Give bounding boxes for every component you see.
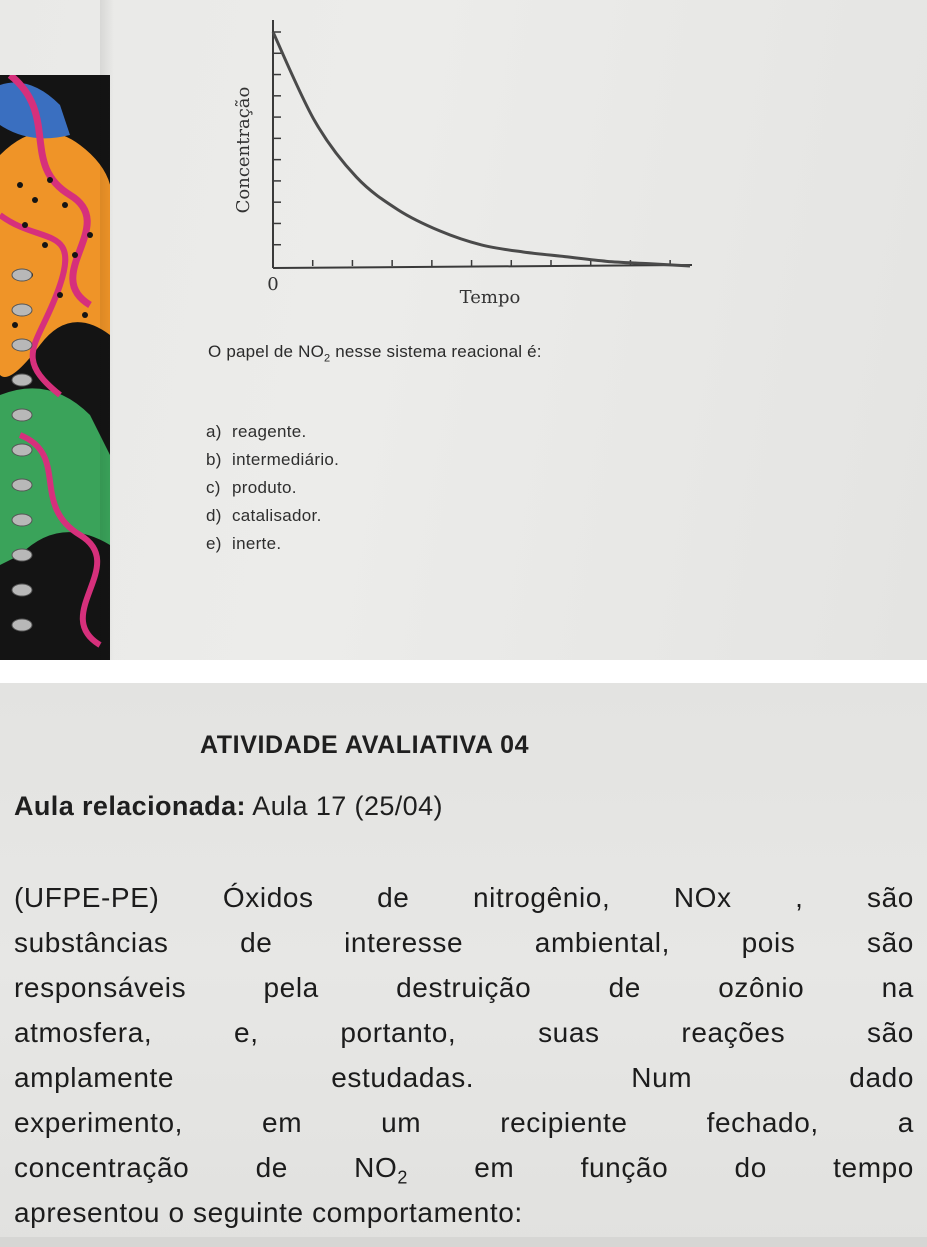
question-before: O papel de NO <box>208 342 324 361</box>
option-letter: a) <box>206 422 222 441</box>
option-d[interactable] <box>206 502 339 530</box>
word: tempo <box>833 1152 914 1183</box>
word: são <box>866 882 914 913</box>
option-text: produto. <box>232 478 297 497</box>
formula-base: NO <box>354 1152 398 1183</box>
paragraph-line-4 <box>14 1010 914 1055</box>
paragraph-line-1 <box>14 875 914 920</box>
paragraph-line-3 <box>14 965 914 1010</box>
origin-label: 0 <box>267 274 279 295</box>
chemical-formula <box>354 1145 408 1190</box>
option-a[interactable] <box>206 418 339 446</box>
word: amplamente <box>14 1062 175 1093</box>
option-letter: e) <box>206 534 222 553</box>
y-axis-label: Concentração <box>233 86 254 214</box>
word: função <box>580 1152 669 1183</box>
option-text: inerte. <box>232 534 282 553</box>
word: de <box>240 927 273 958</box>
word: um <box>381 1107 422 1138</box>
word: fechado, <box>706 1107 819 1138</box>
word: recipiente <box>500 1107 628 1138</box>
word: são <box>866 1017 914 1048</box>
lesson-label: Aula relacionada: <box>14 791 246 821</box>
option-letter: b) <box>206 450 222 469</box>
word: ambiental, <box>534 927 670 958</box>
word: ozônio <box>718 972 805 1003</box>
word: atmosfera, <box>14 1017 153 1048</box>
paragraph-last-line: apresentou o seguinte comportamento: <box>14 1197 523 1228</box>
paragraph-line-5 <box>14 1055 914 1100</box>
word: nitrogênio, <box>472 882 611 913</box>
word: reações <box>681 1017 786 1048</box>
option-c[interactable] <box>206 474 339 502</box>
word: portanto, <box>340 1017 457 1048</box>
option-letter: d) <box>206 506 222 525</box>
question-after: nesse sistema reacional é: <box>330 342 542 361</box>
word: pois <box>741 927 796 958</box>
activity-title: ATIVIDADE AVALIATIVA 04 <box>200 731 530 759</box>
word: responsáveis <box>14 972 187 1003</box>
word: e, <box>234 1017 259 1048</box>
paper-edge-shadow <box>100 0 114 660</box>
question-subscript: 2 <box>324 352 331 365</box>
paragraph-line-6 <box>14 1100 914 1145</box>
paragraph-line-8 <box>14 1190 914 1235</box>
word: (UFPE-PE) <box>14 882 160 913</box>
notebook-cover <box>0 75 110 660</box>
word: em <box>262 1107 303 1138</box>
word: , <box>795 882 804 913</box>
word: Num <box>631 1062 693 1093</box>
formula-subscript: 2 <box>397 1167 408 1188</box>
word: a <box>897 1107 914 1138</box>
word: substâncias <box>14 927 169 958</box>
x-axis <box>273 265 692 268</box>
lesson-line <box>14 791 443 822</box>
word: NOx <box>673 882 732 913</box>
word: na <box>881 972 914 1003</box>
x-axis-label: Tempo <box>459 287 521 308</box>
word: de <box>608 972 641 1003</box>
word: em <box>474 1152 515 1183</box>
word: são <box>867 927 914 958</box>
page-bottom-edge <box>0 1237 927 1247</box>
y-axis-ticks <box>273 32 281 245</box>
word: destruição <box>396 972 532 1003</box>
word: pela <box>263 972 319 1003</box>
option-b[interactable] <box>206 446 339 474</box>
option-letter: c) <box>206 478 221 497</box>
paragraph-line-2 <box>14 920 914 965</box>
concentration-curve <box>273 32 690 266</box>
question-text <box>208 342 542 364</box>
problem-statement <box>14 875 914 1235</box>
word: estudadas. <box>331 1062 475 1093</box>
word: do <box>734 1152 767 1183</box>
option-e[interactable] <box>206 530 339 558</box>
word: de <box>255 1152 288 1183</box>
word: suas <box>538 1017 600 1048</box>
word: experimento, <box>14 1107 184 1138</box>
paragraph-line-7 <box>14 1145 914 1190</box>
word: Óxidos <box>222 882 314 913</box>
word: de <box>377 882 410 913</box>
answer-options <box>206 418 339 558</box>
bottom-photo <box>0 683 927 1247</box>
option-text: intermediário. <box>232 450 340 469</box>
lesson-value: Aula 17 (25/04) <box>245 791 443 821</box>
word: interesse <box>344 927 464 958</box>
concentration-chart-svg <box>225 20 705 310</box>
word: dado <box>849 1062 914 1093</box>
option-text: catalisador. <box>232 506 322 525</box>
option-text: reagente. <box>232 422 307 441</box>
word: concentração <box>14 1152 190 1183</box>
concentration-graph <box>225 20 705 315</box>
